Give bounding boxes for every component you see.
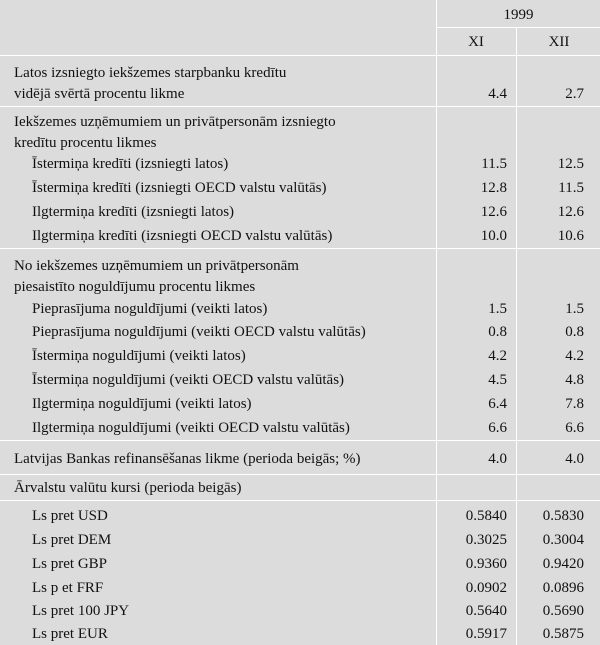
- column-header-xi: XI: [468, 34, 484, 50]
- section-title: Latvijas Bankas refinansēšanas likme (perioda beigās; %): [14, 451, 361, 467]
- column-divider-2: [516, 27, 517, 645]
- section-title: Latos izsniegto iekšzemes starpbanku kredītu: [14, 65, 287, 81]
- value-xii: 0.5690: [542, 603, 584, 619]
- value-xii: 4.8: [565, 372, 584, 388]
- row-label: Īstermiņa noguldījumi (veikti latos): [32, 348, 246, 364]
- value-xii: 2.7: [565, 86, 584, 102]
- value-xi: 0.5917: [465, 626, 507, 642]
- row-label: Ls pret EUR: [32, 626, 108, 642]
- value-xii: 0.5830: [542, 508, 584, 524]
- value-xi: 1.5: [488, 301, 507, 317]
- section-title: piesaistīto noguldījumu procentu likmes: [14, 279, 256, 295]
- value-xi: 4.0: [488, 451, 507, 467]
- value-xi: 10.0: [480, 228, 507, 244]
- row-label: Ls pret 100 JPY: [32, 603, 130, 619]
- row-label: Ls pret USD: [32, 508, 108, 524]
- row-label: Ls pret GBP: [32, 556, 107, 572]
- value-xii: 11.5: [558, 180, 584, 196]
- value-xii: 10.6: [557, 228, 584, 244]
- row-label: Īstermiņa noguldījumi (veikti OECD valstu valūtās): [32, 372, 345, 388]
- row-label: Ilgtermiņa noguldījumi (veikti latos): [32, 396, 252, 412]
- section-title: Iekšzemes uzņēmumiem un privātpersonām izsniegto: [14, 114, 336, 130]
- row-label: Īstermiņa kredīti (izsniegti latos): [32, 156, 229, 172]
- year-underline: [436, 27, 600, 28]
- value-xii: 1.5: [565, 301, 584, 317]
- value-xii: 12.5: [557, 156, 584, 172]
- value-xi: 0.3025: [465, 532, 507, 548]
- row-label: Ilgtermiņa kredīti (izsniegti latos): [32, 204, 235, 220]
- value-xii: 0.9420: [542, 556, 584, 572]
- header-bottom-line: [0, 55, 600, 56]
- value-xi: 4.4: [488, 86, 507, 102]
- section-divider-2: [0, 248, 600, 249]
- value-xii: 0.3004: [542, 532, 584, 548]
- value-xii: 4.2: [565, 348, 584, 364]
- value-xi: 12.6: [480, 204, 507, 220]
- row-label: Īstermiņa kredīti (izsniegti OECD valstu valūtās): [32, 180, 327, 196]
- section-divider-4: [0, 474, 600, 475]
- value-xi: 6.6: [488, 420, 507, 436]
- value-xii: 4.0: [565, 451, 584, 467]
- value-xii: 6.6: [565, 420, 584, 436]
- value-xii: 0.8: [565, 324, 584, 340]
- value-xi: 0.5840: [465, 508, 507, 524]
- value-xi: 11.5: [481, 156, 507, 172]
- value-xi: 4.2: [488, 348, 507, 364]
- row-label: Ls p et FRF: [32, 580, 104, 596]
- section-title: kredītu procentu likmes: [14, 135, 157, 151]
- value-xii: 0.5875: [542, 626, 584, 642]
- section-divider-5: [0, 500, 600, 501]
- value-xii: 0.0896: [542, 580, 584, 596]
- value-xi: 0.5640: [465, 603, 507, 619]
- section-title: vidējā svērtā procentu likme: [14, 86, 185, 102]
- value-xi: 0.9360: [465, 556, 507, 572]
- column-header-xii: XII: [548, 34, 570, 50]
- value-xi: 6.4: [488, 396, 507, 412]
- row-label: Pieprasījuma noguldījumi (veikti latos): [32, 301, 268, 317]
- value-xii: 7.8: [565, 396, 584, 412]
- section-divider-1: [0, 106, 600, 107]
- section-divider-3: [0, 440, 600, 441]
- row-label: Ilgtermiņa noguldījumi (veikti OECD valstu valūtās): [32, 420, 350, 436]
- row-label: Ls pret DEM: [32, 532, 112, 548]
- value-xi: 12.8: [480, 180, 507, 196]
- value-xii: 12.6: [557, 204, 584, 220]
- value-xi: 0.8: [488, 324, 507, 340]
- section-title: Ārvalstu valūtu kursi (perioda beigās): [14, 480, 242, 496]
- value-xi: 0.0902: [465, 580, 507, 596]
- year-header: 1999: [503, 7, 534, 23]
- value-xi: 4.5: [488, 372, 507, 388]
- row-label: Ilgtermiņa kredīti (izsniegti OECD valstu valūtās): [32, 228, 333, 244]
- row-label: Pieprasījuma noguldījumi (veikti OECD valstu valūtās): [32, 324, 366, 340]
- section-title: No iekšzemes uzņēmumiem un privātpersonām: [14, 258, 299, 274]
